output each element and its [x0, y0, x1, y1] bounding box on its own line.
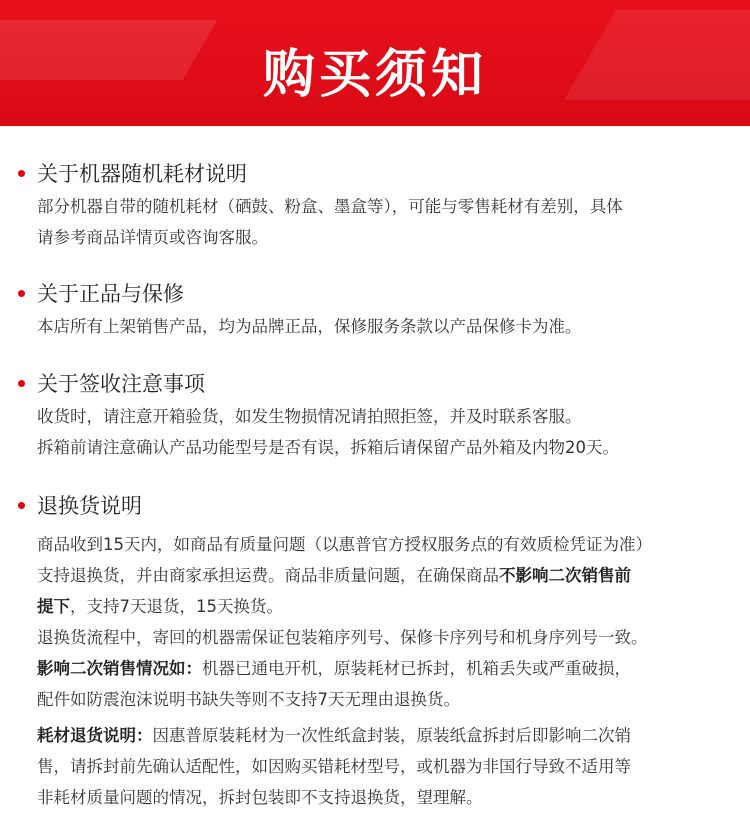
section-paragraph [37, 191, 742, 253]
section-title [18, 487, 742, 523]
bullet-icon [18, 290, 25, 297]
text-line: 退换货流程中，寄回的机器需保证包装箱序列号、保修卡序列号和机身序列号一致。 [37, 628, 648, 647]
text-span: 因惠普原装耗材为一次性纸盒封装，原装纸盒拆封后即影响二次销 [152, 726, 631, 745]
bullet-icon [18, 170, 25, 177]
header-banner [0, 0, 750, 126]
text-span: ，支持7天退货，15天换货。 [70, 597, 283, 616]
text-line: 非耗材质量问题的情况，拆封包装即不支持退换货，望理解。 [37, 788, 483, 807]
bullet-icon [18, 380, 25, 387]
text-line: 请参考商品详情页或咨询客服。 [37, 228, 268, 247]
text-line: 收货时，请注意开箱验货，如发生物损情况请拍照拒签，并及时联系客服。 [37, 407, 582, 426]
bullet-icon [18, 502, 25, 509]
text-span: 机器已通电开机，原装耗材已拆封，机箱丢失或严重破损， [202, 659, 631, 678]
text-line: 拆箱前请注意确认产品功能型号是否有误，拆箱后请保留产品外箱及内物20天。 [37, 438, 619, 457]
section-paragraph [37, 311, 742, 342]
text-line [37, 591, 742, 622]
section-title-text: 关于机器随机耗材说明 [37, 162, 247, 186]
section-paragraph [37, 401, 742, 463]
section-returns [18, 487, 742, 813]
section-title-text: 退换货说明 [37, 494, 142, 518]
section-paragraph [37, 529, 742, 813]
section-bundled-consumables [18, 155, 742, 253]
text-line: 配件如防震泡沫说明书缺失等则不支持7天无理由退换货。 [37, 690, 460, 709]
section-title-text: 关于正品与保修 [37, 282, 184, 306]
section-title [18, 155, 742, 191]
text-line: 商品收到15天内，如商品有质量问题（以惠普官方授权服务点的有效质检凭证为准） [37, 535, 652, 554]
text-line: 本店所有上架销售产品，均为品牌正品，保修服务条款以产品保修卡为准。 [37, 317, 582, 336]
section-genuine-warranty [18, 275, 742, 342]
emphasis-text: 提下 [37, 597, 70, 616]
text-span: 支持退换货，并由商家承担运费。商品非质量问题，在确保商品 [37, 566, 499, 585]
text-line: 部分机器自带的随机耗材（硒鼓、粉盒、墨盒等），可能与零售耗材有差别，具体 [37, 197, 623, 216]
text-line [37, 720, 742, 751]
emphasis-text: 耗材退货说明： [37, 726, 153, 745]
text-line [37, 560, 742, 591]
text-line: 售，请拆封前先确认适配性，如因购买错耗材型号，或机器为非国行导致不适用等 [37, 757, 631, 776]
section-title-text: 关于签收注意事项 [37, 372, 205, 396]
section-receipt-notes [18, 365, 742, 463]
emphasis-text: 影响二次销售情况如： [37, 659, 202, 678]
page-title: 购买须知 [262, 45, 487, 105]
text-line [37, 653, 742, 684]
section-title [18, 275, 742, 311]
emphasis-text: 不影响二次销售前 [499, 566, 631, 585]
section-title [18, 365, 742, 401]
